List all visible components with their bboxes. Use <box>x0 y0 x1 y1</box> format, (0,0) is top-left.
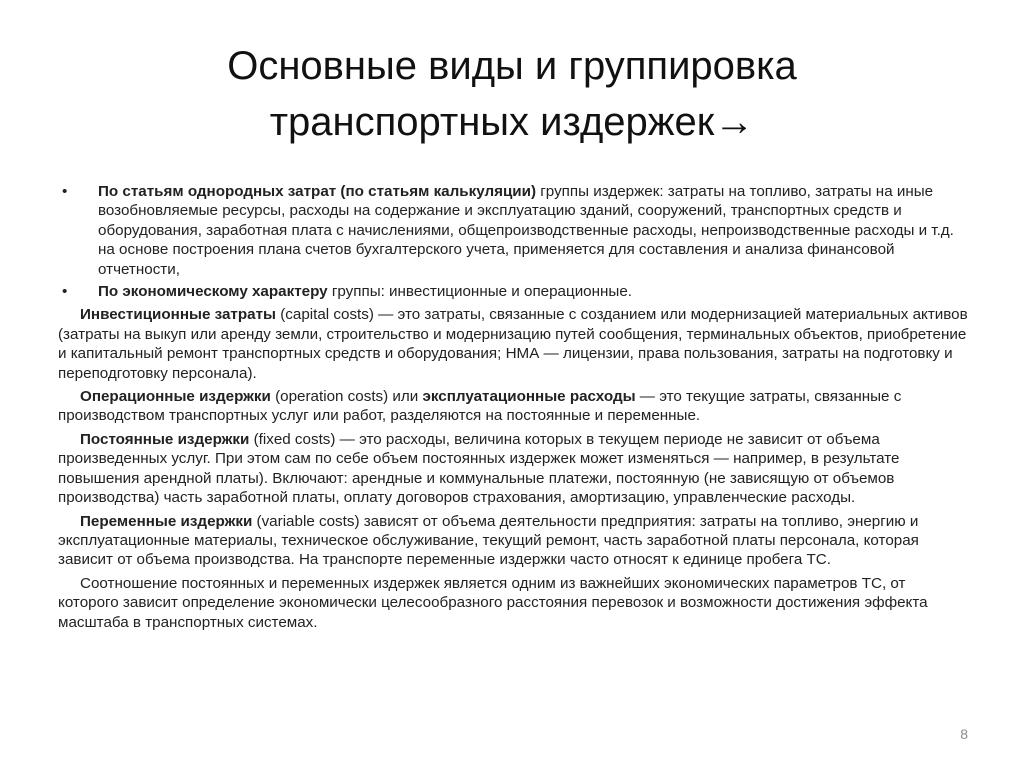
slide-body <box>58 182 970 632</box>
operation-costs-heading: Операционные издержки <box>80 388 271 406</box>
bullet-dot-icon: • <box>62 283 68 301</box>
variable-costs-text: (variable costs) зависят от объема деятельности предприятия: затраты на топливо, энергию и эксплуатационные материалы, техническое обслуживание, текущий ремонт, часть заработной платы персонала, которая зависит от объема производства. На транспорте переменные издержки часто относят к единице пробега ТС. <box>58 512 919 569</box>
slide-title-line-1: Основные виды и группировка <box>227 44 797 88</box>
bullet-dot-icon: • <box>62 183 68 200</box>
bullet-cost-items <box>58 182 970 279</box>
page-number: 8 <box>960 726 968 742</box>
paragraph-investment-costs <box>58 305 970 383</box>
paragraph-fixed-costs <box>58 430 970 508</box>
operation-costs-connector: (operation costs) или <box>270 388 423 406</box>
investment-costs-text: (capital costs) — это затраты, связанные с созданием или модернизацией материальных активов (затраты на выкуп или аренду земли, строительство и модернизацию путей сообщения, терминальных объектов, приобретение и капитальный ремонт транспортных средств и оборудования; НМА — лицензии, права пользования, затраты на подготовку и переподготовку персонала). <box>58 306 968 382</box>
operating-expenses-heading: эксплуатационные расходы <box>422 388 636 406</box>
bullet-cost-items-heading: По статьям однородных затрат (по статьям калькуляции) <box>98 183 537 200</box>
fixed-costs-text: (fixed costs) — это расходы, величина которых в текущем периоде не зависит от объема произведенных услуг. При этом сам по себе объем постоянных издержек может изменяться — например, в результате повышения арендной платы). Включают: арендные и коммунальные платежи, постоянную (не зависящую от объемов производства) часть заработной платы, оплату договоров страхования, амортизацию, управленческие расходы. <box>58 430 900 507</box>
paragraph-variable-costs <box>58 512 970 570</box>
paragraph-operation-costs <box>58 387 970 426</box>
paragraph-cost-ratio <box>58 574 970 632</box>
cost-ratio-text: Соотношение постоянных и переменных издержек является одним из важнейших экономических параметров ТС, от которого зависит определение экономически целесообразного расстояния перевозок и возможности достижения эффекта масштаба в транспортных системах. <box>58 574 928 631</box>
operation-costs-text: — это текущие затраты, связанные с производством транспортных услуг или работ, разделяются на постоянные и переменные. <box>58 388 902 425</box>
investment-costs-heading: Инвестиционные затраты <box>80 306 276 324</box>
bullet-economic-nature-text: группы: инвестиционные и операционные. <box>327 283 632 301</box>
bullet-cost-items-text: группы издержек: затраты на топливо, затраты на иные возобновляемые ресурсы, расходы на содержание и эксплуатацию зданий, сооружений, транспортных средств и оборудования, заработная плата с начислениями, общепроизводственные расходы, непроизводственные расходы и т.д. на основе построения плана счетов бухгалтерского учета, применяется для составления и анализа финансовой отчетности, <box>98 183 954 278</box>
fixed-costs-heading: Постоянные издержки <box>80 430 250 448</box>
bullet-economic-nature <box>58 282 970 301</box>
slide-title-line-2: транспортных издержек→ <box>269 100 755 144</box>
slide-title <box>40 38 984 150</box>
bullet-economic-nature-heading: По экономическому характеру <box>98 283 328 301</box>
variable-costs-heading: Переменные издержки <box>80 512 253 530</box>
